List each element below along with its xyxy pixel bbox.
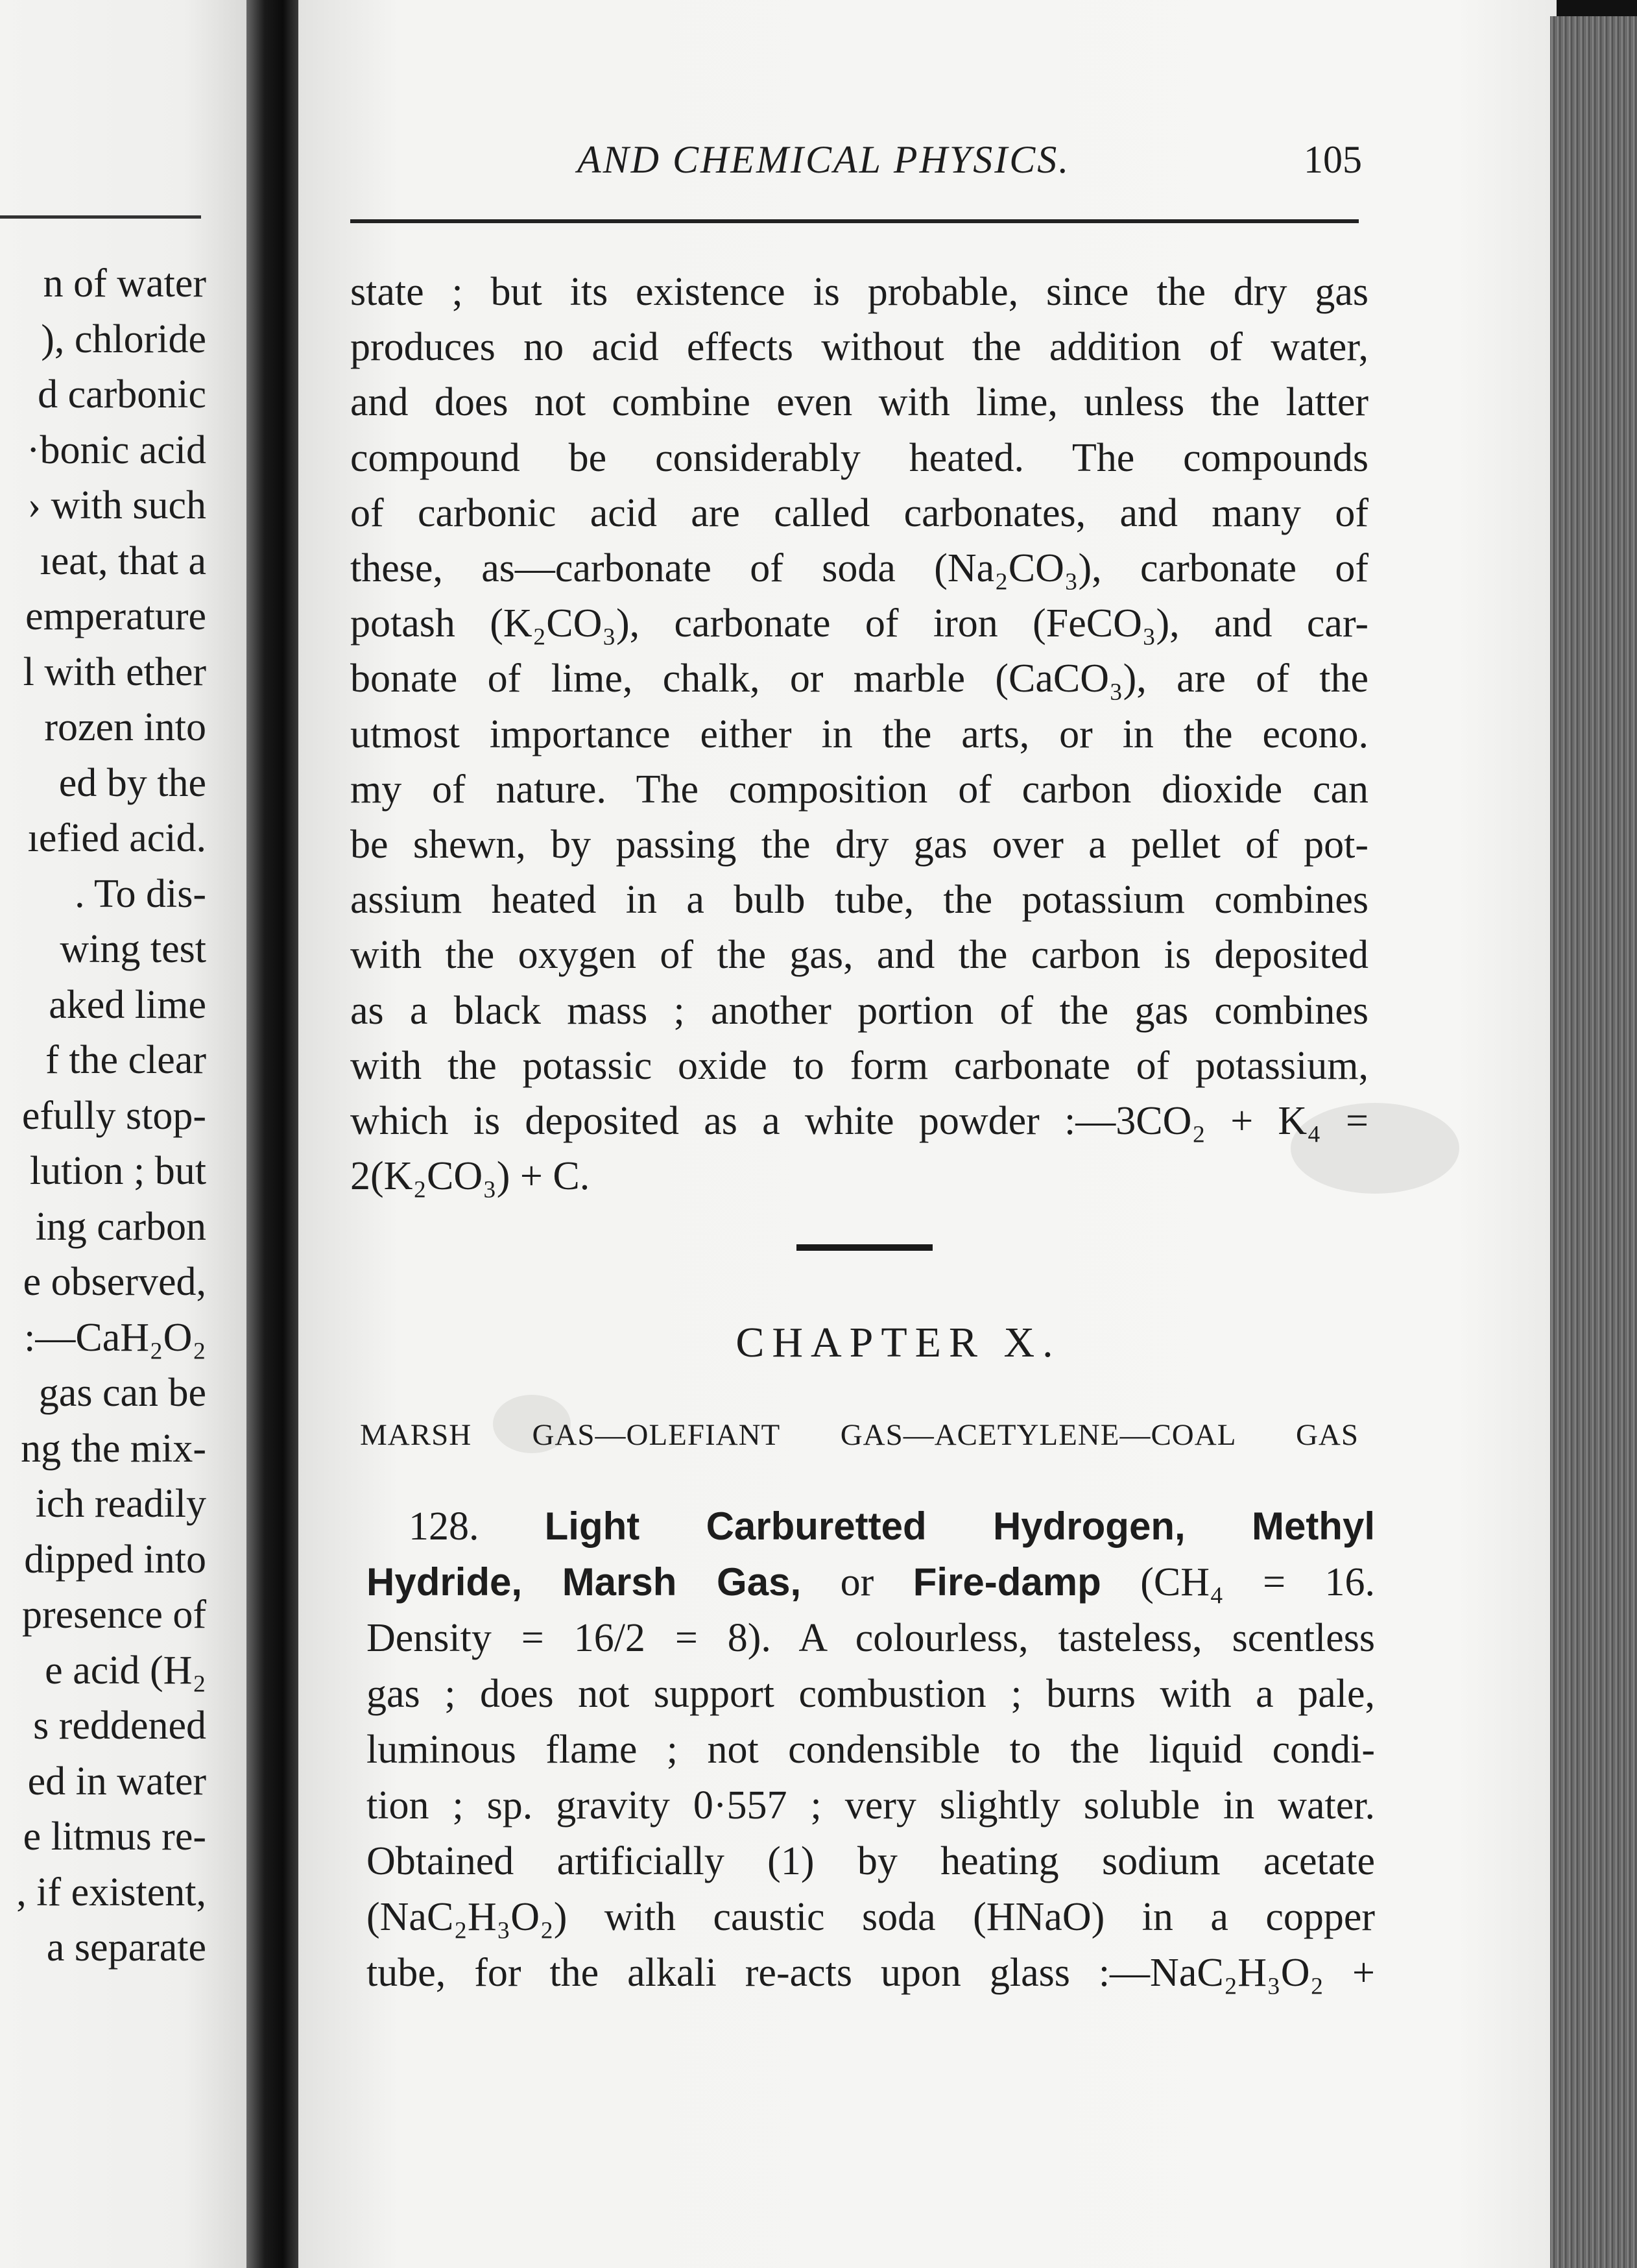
text-line: assium heated in a bulb tube, the potassium combines (350, 878, 1368, 923)
left-line: ed by the (58, 760, 206, 805)
chapter-subtitle: MARSH GAS—OLEFIANT GAS—ACETYLENE—COAL GAS (360, 1418, 1359, 1452)
left-line: ıefied acid. (27, 816, 206, 860)
section-title-cont: Hydride, Marsh Gas, (366, 1560, 802, 1604)
left-line: rozen into (44, 705, 206, 749)
section-title-line (366, 1499, 1375, 1554)
chapter-heading: CHAPTER X. (735, 1319, 1061, 1366)
text-line: with the oxygen of the gas, and the carbon is deposited (350, 933, 1368, 978)
text-line: compound be considerably heated. The compounds (350, 435, 1368, 480)
left-line: a separate (46, 1925, 206, 1970)
left-line: ing carbon (35, 1204, 206, 1249)
section-128 (366, 1499, 1375, 2001)
left-line: :—CaH₂O₂ (24, 1315, 206, 1360)
left-line: › with such (27, 483, 206, 527)
left-line: n of water (43, 261, 206, 306)
text-line: utmost importance either in the arts, or in the econo. (350, 712, 1368, 756)
text-line: bonate of lime, chalk, or marble (CaCO₃), are of the (350, 657, 1368, 701)
running-head: AND CHEMICAL PHYSICS. (577, 138, 1071, 181)
text-line: potash (K₂CO₃), carbonate of iron (FeCO₃), and car- (350, 601, 1368, 646)
page-edges (1550, 16, 1637, 2268)
left-line: l with ether (23, 649, 206, 694)
left-line: efully stop- (21, 1093, 206, 1138)
left-line: ng the mix- (21, 1426, 206, 1471)
left-page (0, 0, 246, 2268)
left-line: ), chloride (41, 317, 206, 361)
left-line: e observed, (23, 1260, 206, 1304)
left-line: wing test (60, 927, 206, 971)
section-or: or (840, 1560, 874, 1604)
text-line: with the potassic oxide to form carbonate of potassium, (350, 1043, 1368, 1088)
left-page-text (16, 256, 206, 1976)
text-line: tube, for the alkali re-acts upon glass :—NaC₂H₃O₂ + (366, 1951, 1375, 1995)
left-line: lution ; but (29, 1149, 206, 1193)
left-line: ·bonic acid (26, 428, 206, 472)
section-formula: (CH₄ = 16. (1140, 1560, 1376, 1604)
text-line: as a black mass ; another portion of the gas combines (350, 988, 1368, 1033)
left-line: gas can be (38, 1371, 206, 1415)
left-line: . To dis- (75, 871, 206, 916)
left-line: e litmus re- (23, 1815, 206, 1859)
left-line: emperature (25, 594, 206, 638)
section-title: Light Carburetted Hydrogen, Methyl (544, 1504, 1375, 1548)
text-line: produces no acid effects without the addition of water, (350, 325, 1368, 370)
left-line: f the clear (45, 1038, 206, 1082)
chapter-divider (796, 1244, 933, 1251)
text-line: these, as—carbonate of soda (Na₂CO₃), carbonate of (350, 546, 1368, 591)
text-line: gas ; does not support combustion ; burns with a pale, (366, 1672, 1375, 1716)
left-line: ıeat, that a (40, 538, 206, 583)
text-line: Density = 16/2 = 8). A colourless, tasteless, scentless (366, 1616, 1375, 1660)
text-line: tion ; sp. gravity 0·557 ; very slightly soluble in water. (366, 1783, 1375, 1828)
left-line: ed in water (27, 1759, 206, 1804)
body-paragraph (350, 265, 1368, 1204)
text-line: luminous flame ; not condensible to the liquid condi- (366, 1728, 1375, 1772)
left-line: , if existent, (16, 1870, 206, 1914)
book-gutter (246, 0, 298, 2268)
section-title-alt: Fire-damp (913, 1560, 1101, 1604)
page-number: 105 (1304, 138, 1362, 181)
text-line: (NaC₂H₃O₂) with caustic soda (HNaO) in a copper (366, 1895, 1375, 1939)
text-line: of carbonic acid are called carbonates, and many of (350, 490, 1368, 535)
text-line: and does not combine even with lime, unless the latter (350, 380, 1368, 425)
section-title-line (366, 1554, 1375, 1610)
text-line: Obtained artificially (1) by heating sodium acetate (366, 1839, 1375, 1883)
left-line: e acid (H₂ (45, 1648, 206, 1693)
text-line: be shewn, by passing the dry gas over a pellet of pot- (350, 823, 1368, 867)
header-rule (350, 219, 1359, 223)
section-number: 128. (409, 1504, 479, 1549)
left-line: dipped into (24, 1537, 206, 1582)
text-line: state ; but its existence is probable, since the dry gas (350, 270, 1368, 314)
left-line: ich readily (35, 1482, 206, 1526)
text-line: which is deposited as a white powder :—3CO₂ + K₄ = (350, 1099, 1368, 1144)
left-page-rule (0, 215, 201, 219)
left-line: aked lime (49, 982, 206, 1027)
text-line: my of nature. The composition of carbon dioxide can (350, 767, 1368, 812)
text-line: 2(K₂CO₃) + C. (350, 1154, 590, 1199)
left-line: d carbonic (38, 372, 206, 416)
left-line: s reddened (33, 1704, 206, 1748)
left-line: presence of (22, 1593, 206, 1637)
